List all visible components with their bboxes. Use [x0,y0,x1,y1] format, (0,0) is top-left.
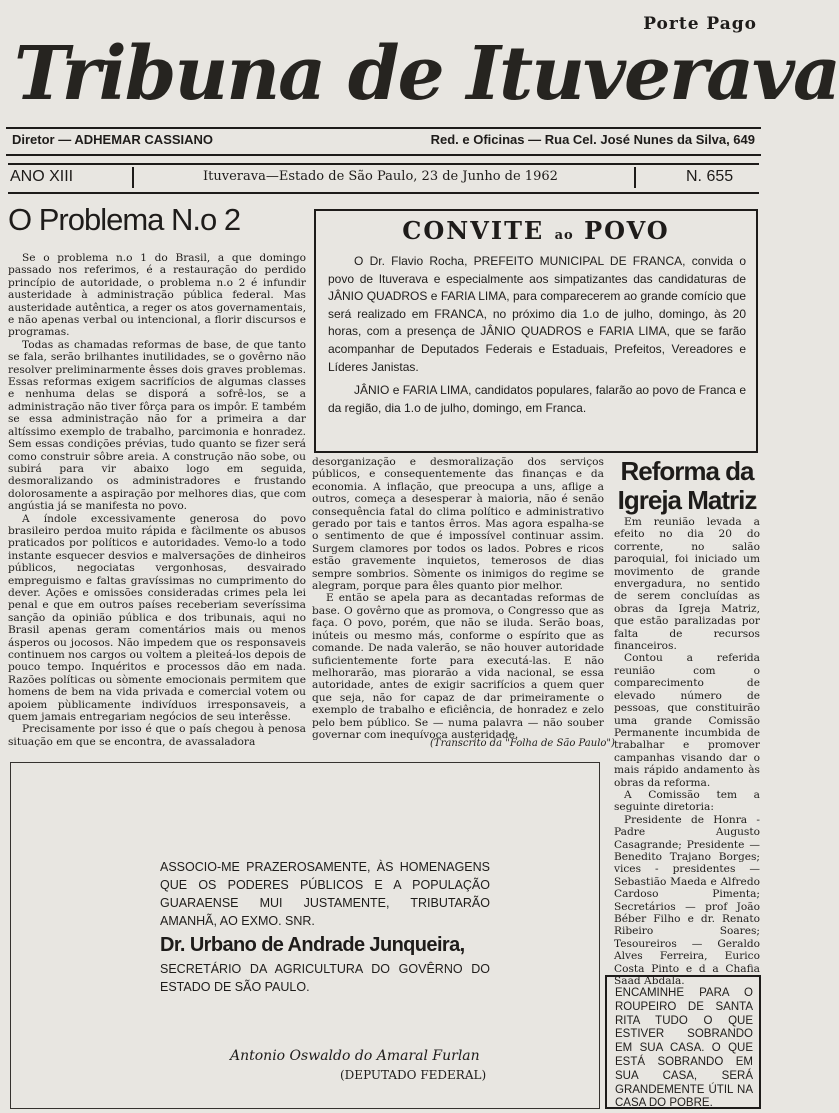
invitation-paragraph: JÂNIO e FARIA LIMA, candidatos populares, falarão ao povo de Franca e da região, dia 1.o de julho, domingo, em Franca. [328,383,746,415]
divider [634,167,636,188]
homage-honoree-role: SECRETÁRIO DA AGRICULTURA DO GOVÊRNO DO ESTADO DE SÃO PAULO. [160,962,490,994]
signature: Antonio Oswaldo do Amaral Furlan [230,1048,480,1064]
newspaper-masthead: Tribuna de Ituverava [14,31,839,117]
office-address: Red. e Oficinas — Rua Cel. José Nunes da Silva, 649 [430,132,755,147]
issue-year: ANO XIII [10,168,74,185]
roupeiro-notice-text: ENCAMINHE PARA O ROUPEIRO DE SANTA RITA TUDO O QUE ESTIVER SOBRANDO EM SUA CASA. O QUE ESTÁ SOBRANDO EM SUA CASA, SERÁ GRANDEMENTE ÚTIL NA CASA DO POBRE. [615,987,753,1110]
invitation-title-word: CONVITE [402,216,545,245]
invitation-title [316,216,756,245]
article-paragraph: A índole excessivamente generosa do povo brasileiro perdoa muito rápida e fàcilmente os abusos praticados por políticos e autoridades. Vemo-lo a todo instante esquecer desvios e malversações de dinheiros públicos, negociatas vergonhosas, desvairado empreguismo e faltas gravíssimas no cumprimento do dever. Ações e omissões consideradas crimes pela lei penal e que em outros países receberiam severíssima sanção da opinião pública e dos tribunais, aqui no Brasil apenas geram comentários mais ou menos ásperos ou jocosos. Não impedem que os responsaveis continuem nos cargos ou voltem a pleiteá-los depois de pouco tempo. Inquéritos e processos dão em nada. Razões políticas ou sòmente emocionais permitem que homens de bem na vida privada e comercial votem ou apoiem pùblicamente indivíduos irresponsaveis, a quem jamais entregariam negócios de seu interêsse. [8,512,306,724]
article-credit: (Transcrito da "Folha de São Paulo") [430,738,615,749]
homage-honoree-name: Dr. Urbano de Andrade Junqueira, [160,934,465,956]
homage-intro: ASSOCIO-ME PRAZEROSAMENTE, ÀS HOMENAGENS QUE OS PODERES PÚBLICOS E A POPULAÇÃO GUARAENSE MUI JUSTAMENTE, TRIBUTARÃO AMANHÃ, AO EXMO. SNR. [160,860,490,928]
article-paragraph: Se o problema n.o 1 do Brasil, a que domingo passado nos referimos, é a restauração do perdido princípio de autoridade, o problema n.o 2 é infundir austeridade à administração pública federal. Mas austeridade autêntica, a reger os atos governamentais, e não apenas verbal ou intencional, a florir discursos e programas. [8,252,306,339]
issue-dateline: Ituverava—Estado de São Paulo, 23 de Junho de 1962 [203,169,558,184]
signer-title: (DEPUTADO FEDERAL) [340,1068,487,1082]
issue-number: N. 655 [686,168,734,185]
reforma-body [614,516,760,988]
article-headline: O Problema N.o 2 [8,202,241,237]
invitation-paragraph: O Dr. Flavio Rocha, PREFEITO MUNICIPAL DE FRANCA, convida o povo de Ituverava e especialmente aos simpatizantes das candidaturas de JÂNIO QUADROS e FARIA LIMA, para comparecerem ao grande comício que será realizado em FRANCA, no próximo dia 1.o de julho, domingo, às 20 horas, com a presença de JÂNIO QUADROS e FARIA LIMA, que se farão acompanhar de Deputados Federais e Estaduais, Prefeitos, Vereadores e Líderes Janistas. [328,254,746,374]
issue-info-bar [8,163,759,194]
masthead-rule [6,127,761,129]
article-continuation [312,456,604,741]
credits-line [12,132,755,147]
article-paragraph: desorganização e desmoralização dos serviços públicos, e consequentemente das finanças e da economia. A inflação, que preocupa a uns, aflige a outros, começa a desesperar à maioria, não é senão consequência fatal do clima político e administrativo gerado por tais e tantos êrros. Mas agora espalha-se o sentimento de que é impossível continuar assim. Surgem clamores por todos os lados. Pobres e ricos estão gravemente inquietos, temerosos de dias sempre sombrios. Sòmente os inimigos do regime se alegram, porque para êles quanto pior melhor. [312,456,604,593]
credits-rule [6,154,761,156]
director-credit: Diretor — ADHEMAR CASSIANO [12,132,214,147]
article-body [8,252,306,752]
article-paragraph: Precisamente por isso é que o país chegou à penosa situação em que se encontra, de avassaladora [8,723,306,748]
article-paragraph: E então se apela para as decantadas reformas de base. O govêrno que as promova, o Congresso que as faça. O povo, porém, que não se iluda. Serão boas, inúteis ou mesmo más, conforme o espírito que as comande. De nada valerão, se não houver autoridade suficientemente forte para executá-las. E não melhorarão, mas piorarão a vida nacional, se essa autoridade, antes de exigir sacrifícios a quem quer que seja, não for capaz de dar primeiramente o exemplo de trabalho e eficiência, de honradez e zelo pelo bem público. Se — numa palavra — não souber governar com inequívoca austeridade. [312,592,604,741]
invitation-body [328,253,746,417]
article-paragraph: Todas as chamadas reformas de base, de que tanto se fala, serão brilhantes inutilidades, se o govêrno não resolver preliminarmente êsses dois graves problemas. Essas reformas exigem sacrifícios de algumas classes e nenhuma delas se disporá a sofrê-los, se a administração não tiver fôrça para os impôr. E também se essa administração não for a primeira a dar altíssimo exemplo de trabalho, parcimonia e honradez. Sem essas condições prévias, tudo quanto se fizer será como construir sôbre areia. A construção não sobe, ou subirá para vir abaixo logo em seguida, desmoralizando os administradores e frustando dolorosamente a aspiração por melhores dias, que com angústia já se manifesta no povo. [8,338,306,513]
invitation-title-word: ao [554,228,574,243]
porte-pago-label: Porte Pago [643,14,757,34]
reforma-paragraph: Em reunião levada a efeito no dia 20 do corrente, no salão paroquial, foi iniciado um movimento de grande envergadura, no sentido de serem concluídas as obras da Igreja Matriz, que estão paralizadas por falta de recursos financeiros. [614,516,760,653]
invitation-title-word: POVO [584,216,670,245]
reforma-paragraph: Contou a referida reunião com o comparecimento de elevado número de pessoas, que constituirão uma grande Comissão Permanente incumbida de trabalhar e promover campanhas visando dar o mais rápido andamento às obras da reforma. [614,652,760,789]
roupeiro-notice [605,975,761,1109]
divider [132,167,134,188]
reforma-paragraph: Presidente de Honra - Padre Augusto Casagrande; Presidente — Benedito Trajano Borges; vices - presidentes — Sebastião Maeda e Alfredo Cardoso Pimenta; Secretários — prof João Béber Filho e dr. Renato Ribeiro Soares; Tesoureiros — Geraldo Alves Ferreira, Eurico Costa Pinto e d a Chafia Saad Abdala. [614,813,760,988]
reforma-headline: Reforma da Igreja Matriz [617,456,757,515]
reforma-paragraph: A Comissão tem a seguinte diretoria: [614,788,760,814]
invitation-box [314,209,758,453]
